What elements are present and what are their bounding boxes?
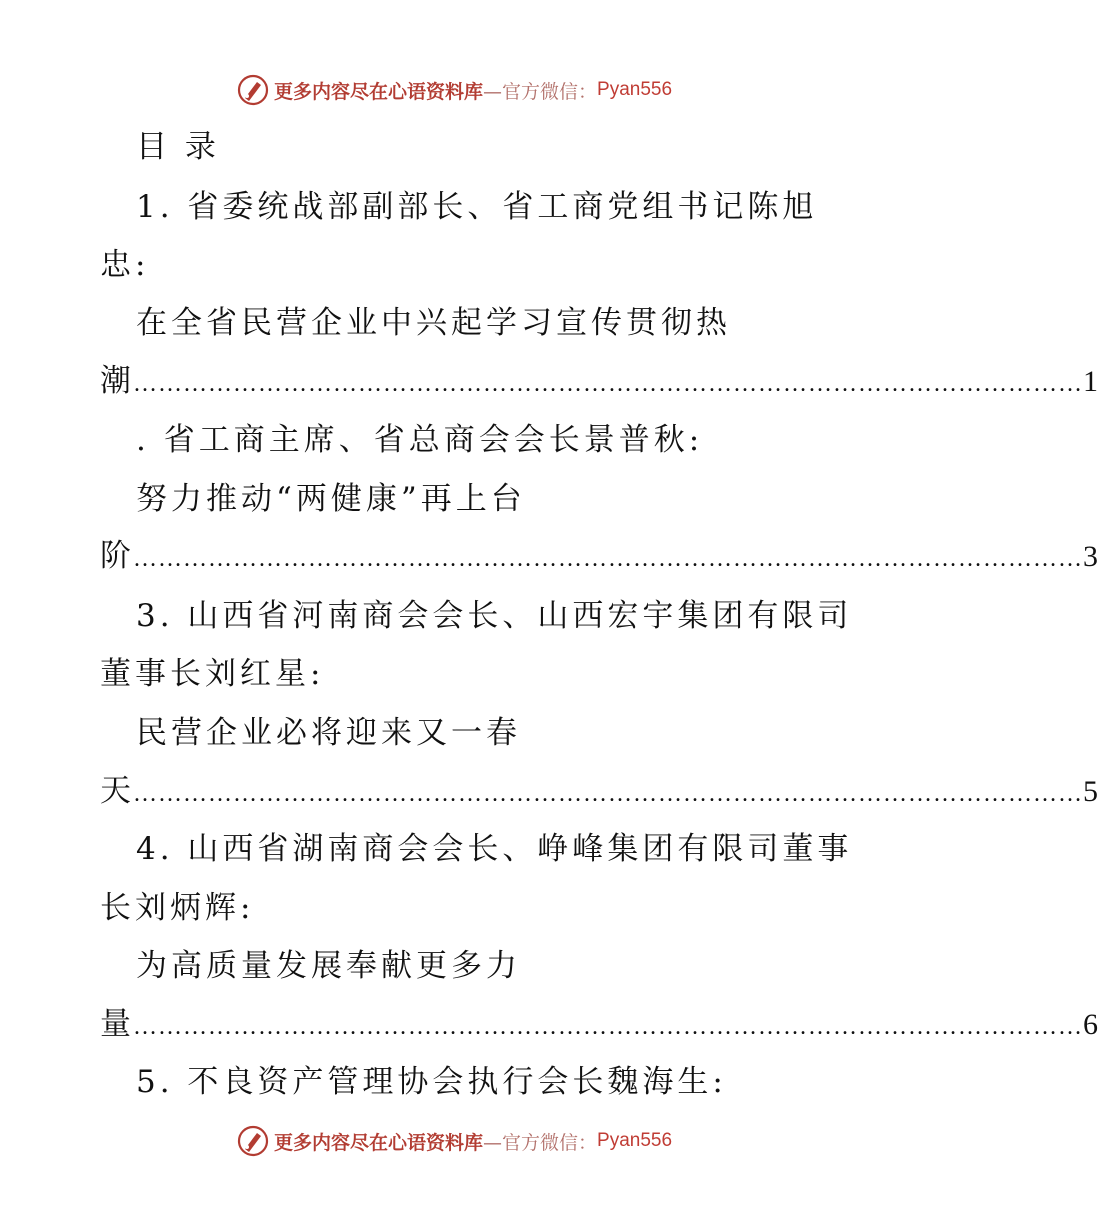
toc-entry-4-heading: 4. 山西省湖南商会会长、峥峰集团有限司董事 bbox=[136, 831, 853, 867]
toc-entry-1-leader[interactable] bbox=[100, 361, 1098, 404]
watermark-main-text: 更多内容尽在心语资料库 bbox=[274, 80, 484, 103]
toc-entry-3-page: 5 bbox=[1083, 775, 1098, 808]
toc-entry-1-subtitle: 在全省民营企业中兴起学习宣传贯彻热 bbox=[136, 305, 731, 341]
watermark-footer bbox=[236, 1124, 672, 1158]
toc-entry-3-lead-char: 天 bbox=[100, 773, 133, 809]
dot-leader: …………………………………………………………………………………………………… bbox=[133, 1014, 1083, 1040]
toc-entry-2-leader[interactable] bbox=[100, 536, 1098, 579]
toc-entry-2-page: 3 bbox=[1083, 540, 1098, 573]
toc-title: 目 录 bbox=[136, 129, 220, 165]
toc-entry-3-heading-cont: 董事长刘红星: bbox=[100, 656, 325, 692]
toc-entry-3-subtitle: 民营企业必将迎来又一春 bbox=[136, 715, 521, 751]
dot-leader: …………………………………………………………………………………………………… bbox=[133, 781, 1083, 807]
pen-logo-icon bbox=[236, 1124, 270, 1158]
pen-logo-icon bbox=[236, 73, 270, 107]
toc-entry-2-subtitle: 努力推动“两健康”再上台 bbox=[136, 481, 526, 517]
toc-entry-1-heading: 1. 省委统战部副部长、省工商党组书记陈旭 bbox=[136, 189, 818, 225]
toc-entry-4-lead-char: 量 bbox=[100, 1006, 133, 1042]
toc-entry-4-subtitle: 为高质量发展奉献更多力 bbox=[136, 948, 521, 984]
dot-leader: …………………………………………………………………………………………………… bbox=[133, 371, 1083, 397]
watermark-sub-text: —官方微信： bbox=[483, 1131, 598, 1154]
toc-entry-3-leader[interactable] bbox=[100, 771, 1098, 814]
toc-entry-4-leader[interactable] bbox=[100, 1004, 1098, 1047]
watermark-wechat-id: Pyan556 bbox=[597, 79, 673, 100]
watermark-header bbox=[236, 73, 672, 107]
toc-entry-1-lead-char: 潮 bbox=[100, 363, 133, 399]
toc-entry-1-heading-cont: 忠: bbox=[100, 247, 150, 283]
toc-entry-2-lead-char: 阶 bbox=[100, 538, 133, 574]
watermark-main-text: 更多内容尽在心语资料库 bbox=[274, 1131, 484, 1154]
toc-entry-1-page: 1 bbox=[1083, 365, 1098, 398]
toc-entry-3-heading: 3. 山西省河南商会会长、山西宏宇集团有限司 bbox=[136, 598, 853, 634]
watermark-wechat-id: Pyan556 bbox=[597, 1130, 673, 1151]
toc-entry-4-heading-cont: 长刘炳辉: bbox=[100, 890, 255, 926]
dot-leader: …………………………………………………………………………………………………… bbox=[133, 546, 1083, 572]
watermark-sub-text: —官方微信： bbox=[483, 80, 598, 103]
toc-entry-2-heading: . 省工商主席、省总商会会长景普秋: bbox=[136, 422, 704, 458]
toc-entry-5-heading: 5. 不良资产管理协会执行会长魏海生: bbox=[136, 1064, 727, 1100]
toc-entry-4-page: 6 bbox=[1083, 1008, 1098, 1041]
